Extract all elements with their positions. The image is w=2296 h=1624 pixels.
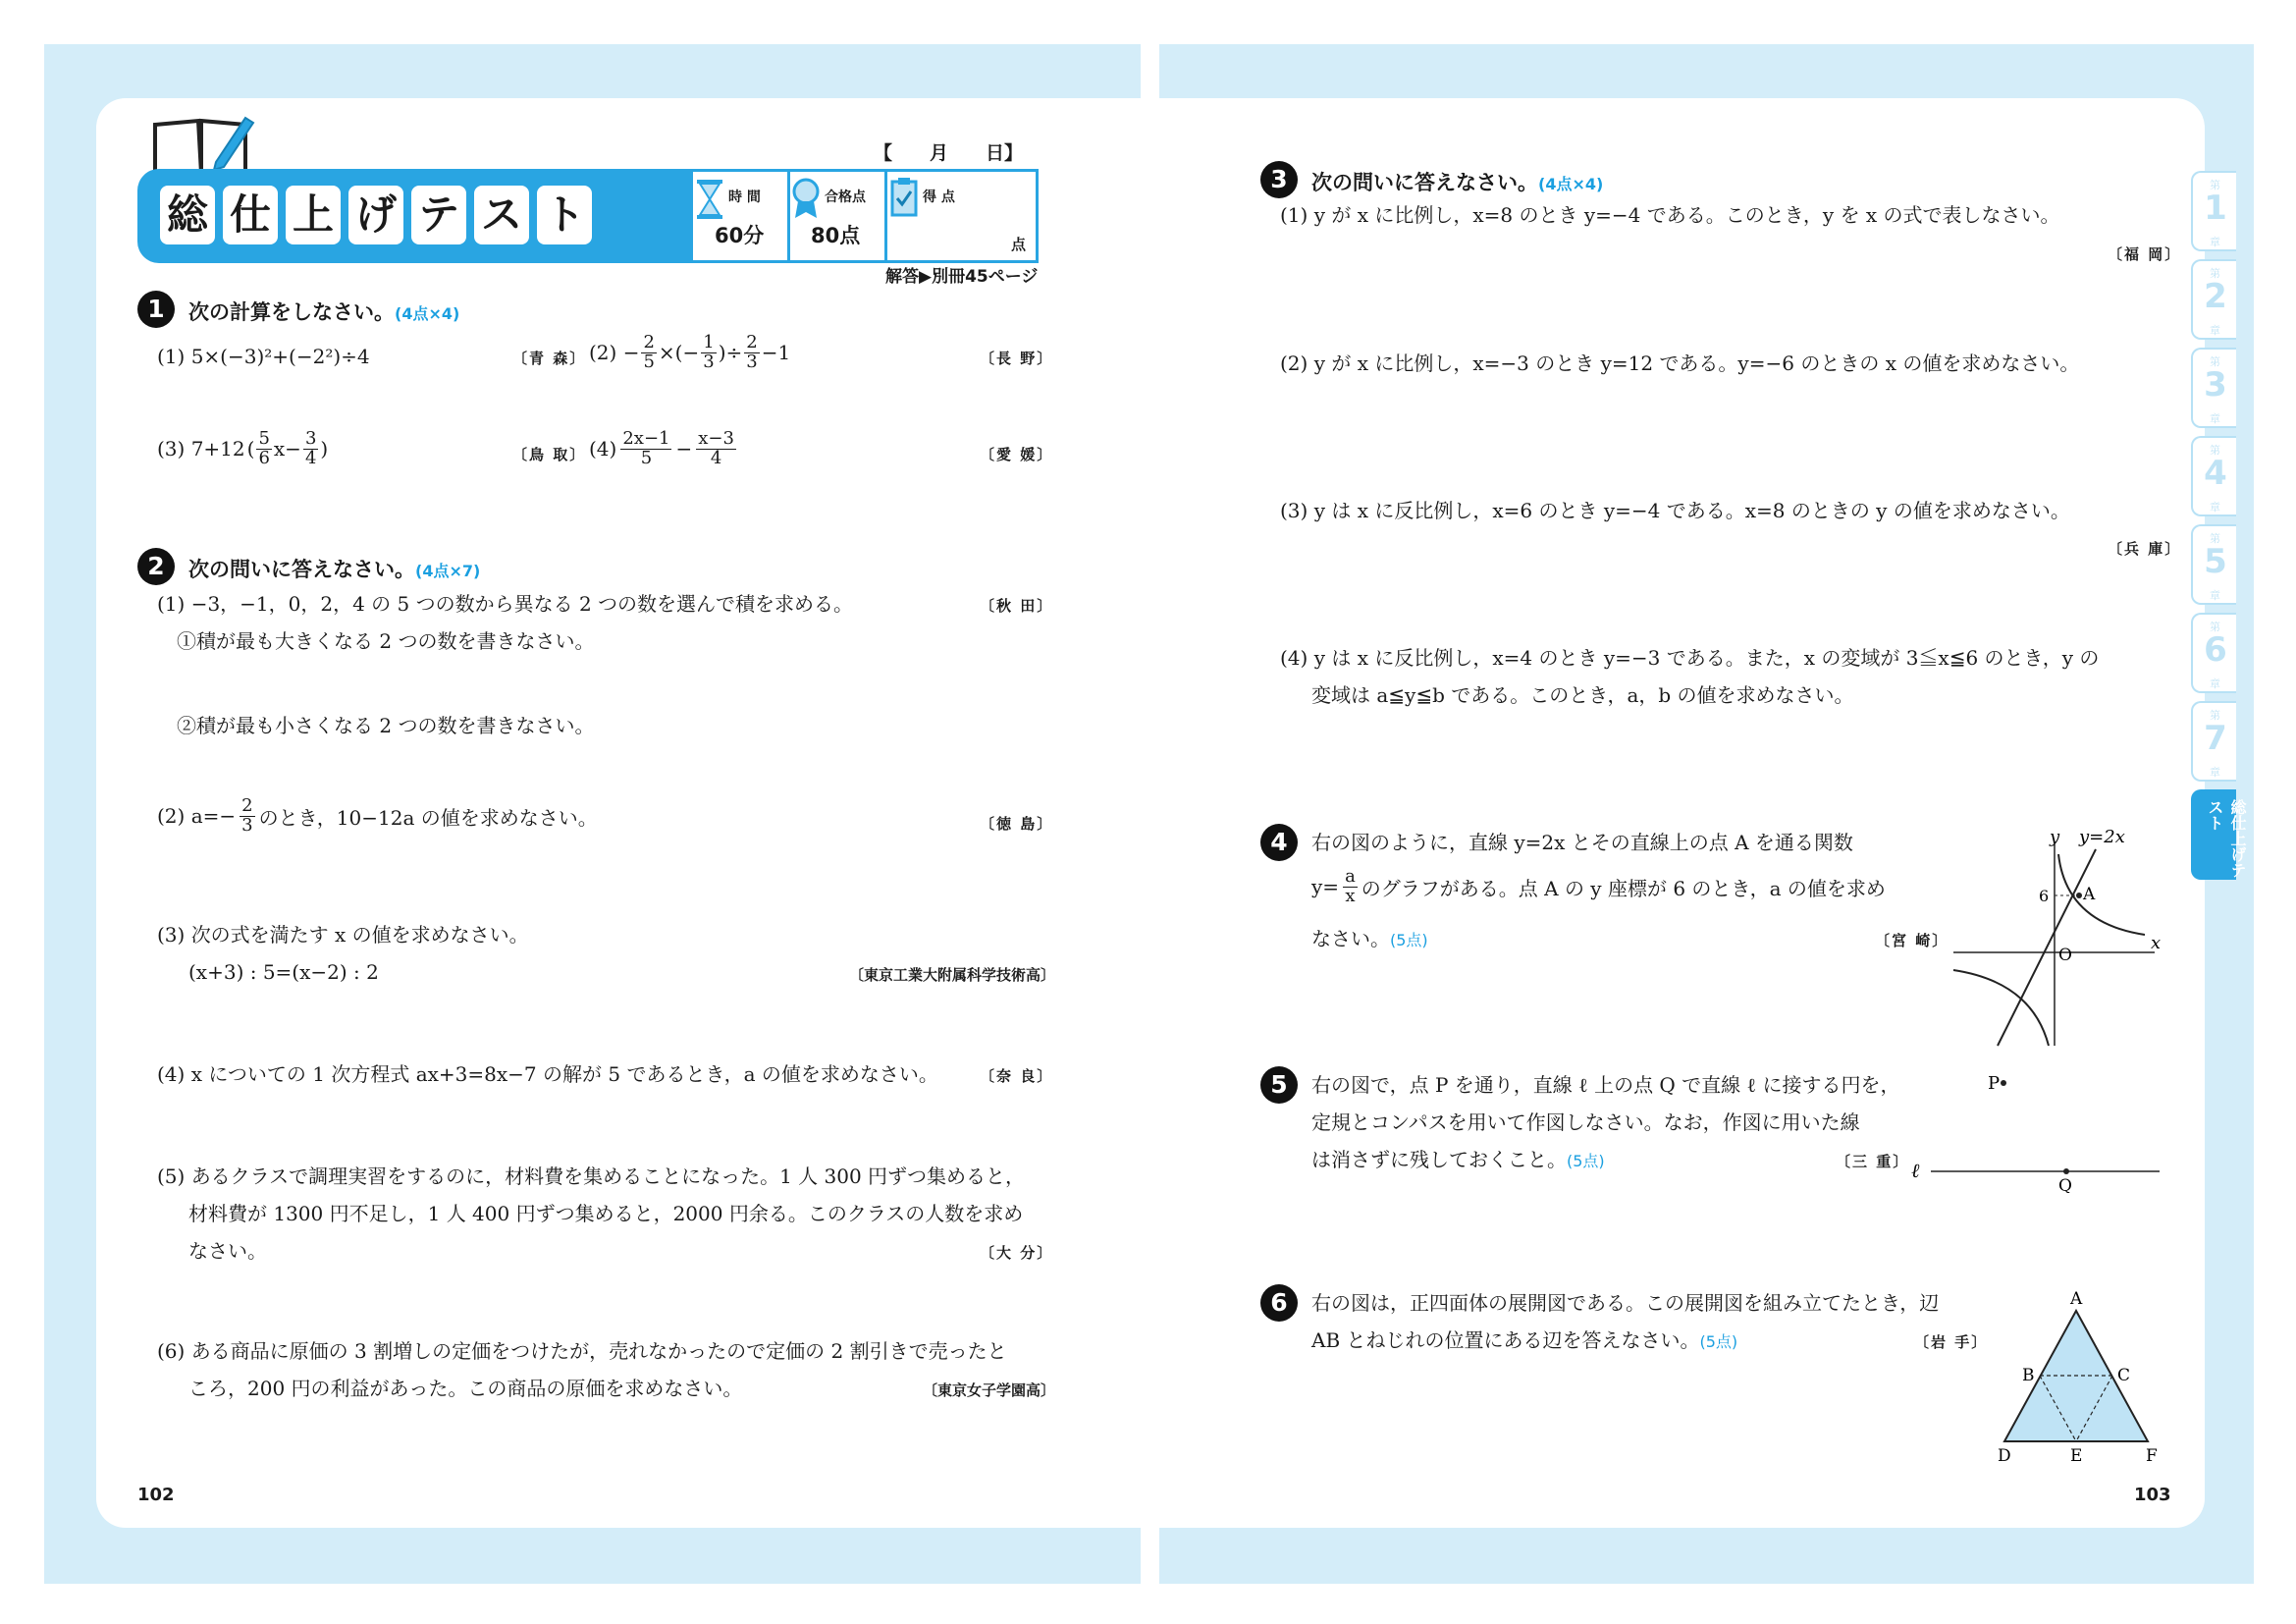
q5-source: 〔三 重〕 xyxy=(1836,1153,1910,1170)
q2-title: 次の問いに答えなさい。(4点×7) xyxy=(188,558,481,581)
q6-vertex-f: F xyxy=(2146,1446,2158,1466)
q5-line-l: ℓ xyxy=(1911,1159,1920,1182)
q1-title: 次の計算をしなさい。(4点×4) xyxy=(188,300,460,324)
question-number-1: 1 xyxy=(137,291,175,328)
q2-6-source: 〔東京女子学園高〕 xyxy=(923,1381,1056,1399)
answer-reference: 解答▶別冊45ページ xyxy=(885,267,1039,287)
q2-5-line1: (5) あるクラスで調理実習をするのに，材料費を集めることになった。1 人 300 円ずつ集めると， xyxy=(157,1164,1026,1188)
time-label: 時 間 xyxy=(728,189,761,205)
chapter-tab-2[interactable]: 第 2 章 xyxy=(2191,259,2236,340)
hourglass-icon xyxy=(695,179,724,220)
q1-2: (2) − $\frac{2}{5}$ ×(− $\frac{1}{3}$ )÷ $\frac{2}{3}$ −1 xyxy=(589,332,791,372)
q2-2-source: 〔徳 島〕 xyxy=(980,815,1054,833)
score-unit: 点 xyxy=(1011,236,1027,253)
q1-points: (4点×4) xyxy=(395,304,460,323)
q5-line1: 右の図で，点 P を通り，直線 ℓ 上の点 Q で直線 ℓ に接する円を， xyxy=(1311,1073,1900,1097)
chapter-tab-1[interactable]: 第 1 章 xyxy=(2191,171,2236,251)
date-field: 【 月 日】 xyxy=(874,142,1024,164)
page-title xyxy=(160,186,592,244)
clipboard-icon xyxy=(889,177,919,218)
q5-points: (5点) xyxy=(1567,1152,1605,1170)
q6-points: (5点) xyxy=(1699,1332,1738,1351)
q2-1b: ②積が最も小さくなる 2 つの数を書きなさい。 xyxy=(177,714,595,737)
q2-6-line1: (6) ある商品に原価の 3 割増しの定価をつけたが，売れなかったので定価の 2 割引きで売ったと xyxy=(157,1339,1007,1363)
q6-line1: 右の図は，正四面体の展開図である。この展開図を組み立てたとき，辺 xyxy=(1311,1291,1940,1315)
medal-icon xyxy=(791,177,821,220)
q4-line1: 右の図のように，直線 y=2x とその直線上の点 A を通る関数 xyxy=(1311,831,1853,854)
q6-vertex-c: C xyxy=(2117,1366,2131,1385)
q3-4-line1: (4) y は x に反比例し，x=4 のとき y=−3 である。また，x の変域が 3≦x≦6 のとき，y の xyxy=(1280,646,2100,670)
title-char: 上 xyxy=(286,186,341,244)
score-label: 得 点 xyxy=(923,189,955,205)
q4-graph-line-label: y=2x xyxy=(2079,827,2125,847)
q1-3-source: 〔鳥 取〕 xyxy=(512,446,587,463)
question-number-2: 2 xyxy=(137,548,175,585)
time-value: 60分 xyxy=(715,224,765,247)
q5-line3: は消さずに残しておくこと。(5点) xyxy=(1311,1148,1605,1171)
question-number-6: 6 xyxy=(1260,1284,1298,1322)
q4-graph xyxy=(1949,825,2169,1051)
chapter-tab-4[interactable]: 第 4 章 xyxy=(2191,436,2236,516)
q3-1-source: 〔福 岡〕 xyxy=(2108,245,2182,263)
q5-line2: 定規とコンパスを用いて作図しなさい。なお，作図に用いた線 xyxy=(1311,1110,1860,1134)
score-box xyxy=(690,169,1039,263)
q4-line2: y= $\frac{a}{x}$ のグラフがある。点 A の y 座標が 6 のとき，a の値を求め xyxy=(1311,866,1886,906)
q6-vertex-b: B xyxy=(2022,1366,2035,1385)
title-char: テ xyxy=(411,186,466,244)
chapter-tab-5[interactable]: 第 5 章 xyxy=(2191,524,2236,605)
chapter-tab-6[interactable]: 第 6 章 xyxy=(2191,613,2236,693)
q1-3: (3) 7+12 ( $\frac{5}{6}$ x− $\frac{3}{4}$ ) xyxy=(157,428,329,468)
q6-vertex-d: D xyxy=(1998,1446,2011,1466)
q2-5-source: 〔大 分〕 xyxy=(980,1244,1054,1262)
q3-1: (1) y が x に比例し，x=8 のとき y=−4 である。このとき，y を x の式で表しなさい。 xyxy=(1280,203,2060,227)
q6-vertex-a: A xyxy=(2070,1289,2083,1309)
q2-2: (2) a=− $\frac{2}{3}$ のとき，10−12a の値を求めなさい。 xyxy=(157,795,598,836)
q2-1: (1) −3，−1，0，2，4 の 5 つの数から異なる 2 つの数を選んで積を求める。 xyxy=(157,592,854,616)
q2-3-source: 〔東京工業大附属科学技術高〕 xyxy=(849,966,1056,984)
chapter-tab-7[interactable]: 第 7 章 xyxy=(2191,701,2236,782)
q2-3: (3) 次の式を満たす x の値を求めなさい。 xyxy=(157,923,529,947)
q1-1: (1) 5×(−3)²+(−2²)÷4 xyxy=(157,345,370,368)
q2-5-line3: なさい。 xyxy=(188,1239,267,1263)
q2-1-source: 〔秋 田〕 xyxy=(980,597,1054,615)
pass-label: 合格点 xyxy=(825,189,866,205)
q3-3-source: 〔兵 庫〕 xyxy=(2108,540,2182,558)
q2-points: (4点×7) xyxy=(415,562,481,580)
q4-source: 〔宮 崎〕 xyxy=(1875,932,1949,949)
q6-line2: AB とねじれの位置にある辺を答えなさい。(5点) xyxy=(1311,1328,1738,1352)
q2-4-source: 〔奈 良〕 xyxy=(980,1067,1054,1085)
q1-2-source: 〔長 野〕 xyxy=(980,350,1054,367)
q6-source: 〔岩 手〕 xyxy=(1914,1333,1989,1351)
q5-figure xyxy=(1909,1065,2164,1193)
question-number-5: 5 xyxy=(1260,1066,1298,1104)
q4-graph-origin: O xyxy=(2058,946,2072,965)
question-number-4: 4 xyxy=(1260,824,1298,861)
q2-4: (4) x についての 1 次方程式 ax+3=8x−7 の解が 5 であるとき，a の値を求めなさい。 xyxy=(157,1062,938,1086)
q4-points: (5点) xyxy=(1390,931,1428,949)
q2-1a: ①積が最も大きくなる 2 つの数を書きなさい。 xyxy=(177,629,595,653)
title-char: 総 xyxy=(160,186,215,244)
q4-graph-point-a: A xyxy=(2083,885,2096,904)
q3-points: (4点×4) xyxy=(1538,175,1604,193)
pass-value: 80点 xyxy=(811,224,861,247)
q2-3-equation: (x+3) : 5=(x−2) : 2 xyxy=(188,960,379,984)
title-char: ト xyxy=(537,186,592,244)
q1-1-source: 〔青 森〕 xyxy=(512,350,587,367)
q1-4-source: 〔愛 媛〕 xyxy=(980,446,1054,463)
q3-3: (3) y は x に反比例し，x=6 のとき y=−4 である。x=8 のときの y の値を求めなさい。 xyxy=(1280,499,2070,522)
q4-graph-six: 6 xyxy=(2039,887,2050,905)
q4-graph-y-label: y xyxy=(2050,827,2060,847)
q2-6-line2: ころ，200 円の利益があった。この商品の原価を求めなさい。 xyxy=(188,1377,743,1400)
q2-5-line2: 材料費が 1300 円不足し，1 人 400 円ずつ集めると，2000 円余る。このクラスの人数を求め xyxy=(188,1202,1024,1225)
q4-line3: なさい。(5点) xyxy=(1311,927,1428,950)
q6-net-figure xyxy=(1983,1286,2169,1468)
q4-graph-x-label: x xyxy=(2151,933,2162,953)
q3-4-line2: 変域は a≦y≦b である。このとき，a，b の値を求めなさい。 xyxy=(1311,683,1854,707)
q3-title: 次の問いに答えなさい。(4点×4) xyxy=(1311,171,1604,194)
title-char: ス xyxy=(474,186,529,244)
q5-point-p: P xyxy=(1988,1073,2001,1094)
final-test-tab-label: 総仕上げテスト xyxy=(2206,799,2247,878)
q3-2: (2) y が x に比例し，x=−3 のとき y=12 である。y=−6 のときの x の値を求めなさい。 xyxy=(1280,352,2080,375)
title-char: げ xyxy=(348,186,403,244)
q1-4: (4) $\frac{2x-1}{5}$ − $\frac{x-3}{4}$ xyxy=(589,428,734,468)
q5-point-q: Q xyxy=(2058,1176,2072,1193)
chapter-tab-final-test[interactable] xyxy=(2191,789,2247,880)
page-number-left: 102 xyxy=(137,1485,175,1505)
page-number-right: 103 xyxy=(2134,1485,2171,1505)
question-number-3: 3 xyxy=(1260,161,1298,198)
q6-vertex-e: E xyxy=(2070,1446,2083,1466)
chapter-tab-3[interactable]: 第 3 章 xyxy=(2191,348,2236,428)
title-char: 仕 xyxy=(223,186,278,244)
